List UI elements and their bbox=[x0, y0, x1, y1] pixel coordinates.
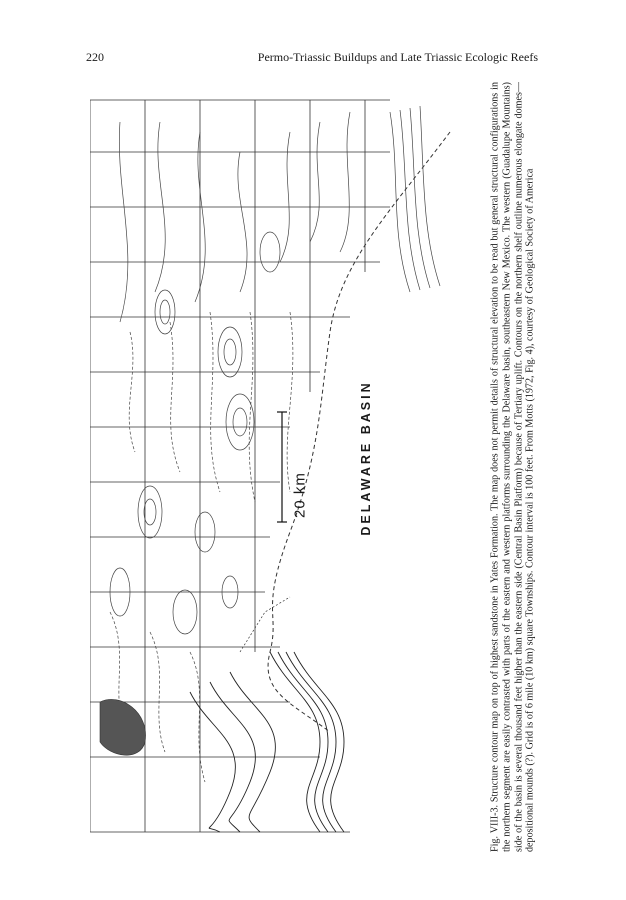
structure-contour-map bbox=[90, 92, 470, 840]
basin-label: DELAWARE BASIN bbox=[359, 380, 373, 536]
scale-label: 20 km bbox=[291, 472, 309, 518]
running-head: Permo-Triassic Buildups and Late Triassic Ecologic Reefs bbox=[257, 50, 538, 64]
figure-caption: Fig. VIII-3. Structure contour map on top of highest sandstone in Yates Formation. The map does not permit details of structural elevation to be read but general structural configurations in the northern segment are easily contrasted with parts of the eastern and western platforms surrounding the Delaware basin, southeastern New Mexico. The western (Guadalupe Mountains) side of the basin is several thousand feet higher than the eastern side (Central Basin Platform) because of Tertiary uplift. Contours on the northern shelf outline numerous elongate domes—depositional mounds (?). Grid is of 6 mile (10 km) square Townships. Contour interval is 100 feet. From Motts (1972, Fig. 4), courtesy of Geological Society of America bbox=[489, 82, 536, 852]
shaded-area bbox=[100, 699, 146, 755]
guadalupe-contours bbox=[190, 652, 344, 832]
figure-caption-wrap bbox=[478, 82, 548, 852]
page-number: 220 bbox=[86, 50, 104, 64]
scale-bar bbox=[277, 412, 287, 522]
